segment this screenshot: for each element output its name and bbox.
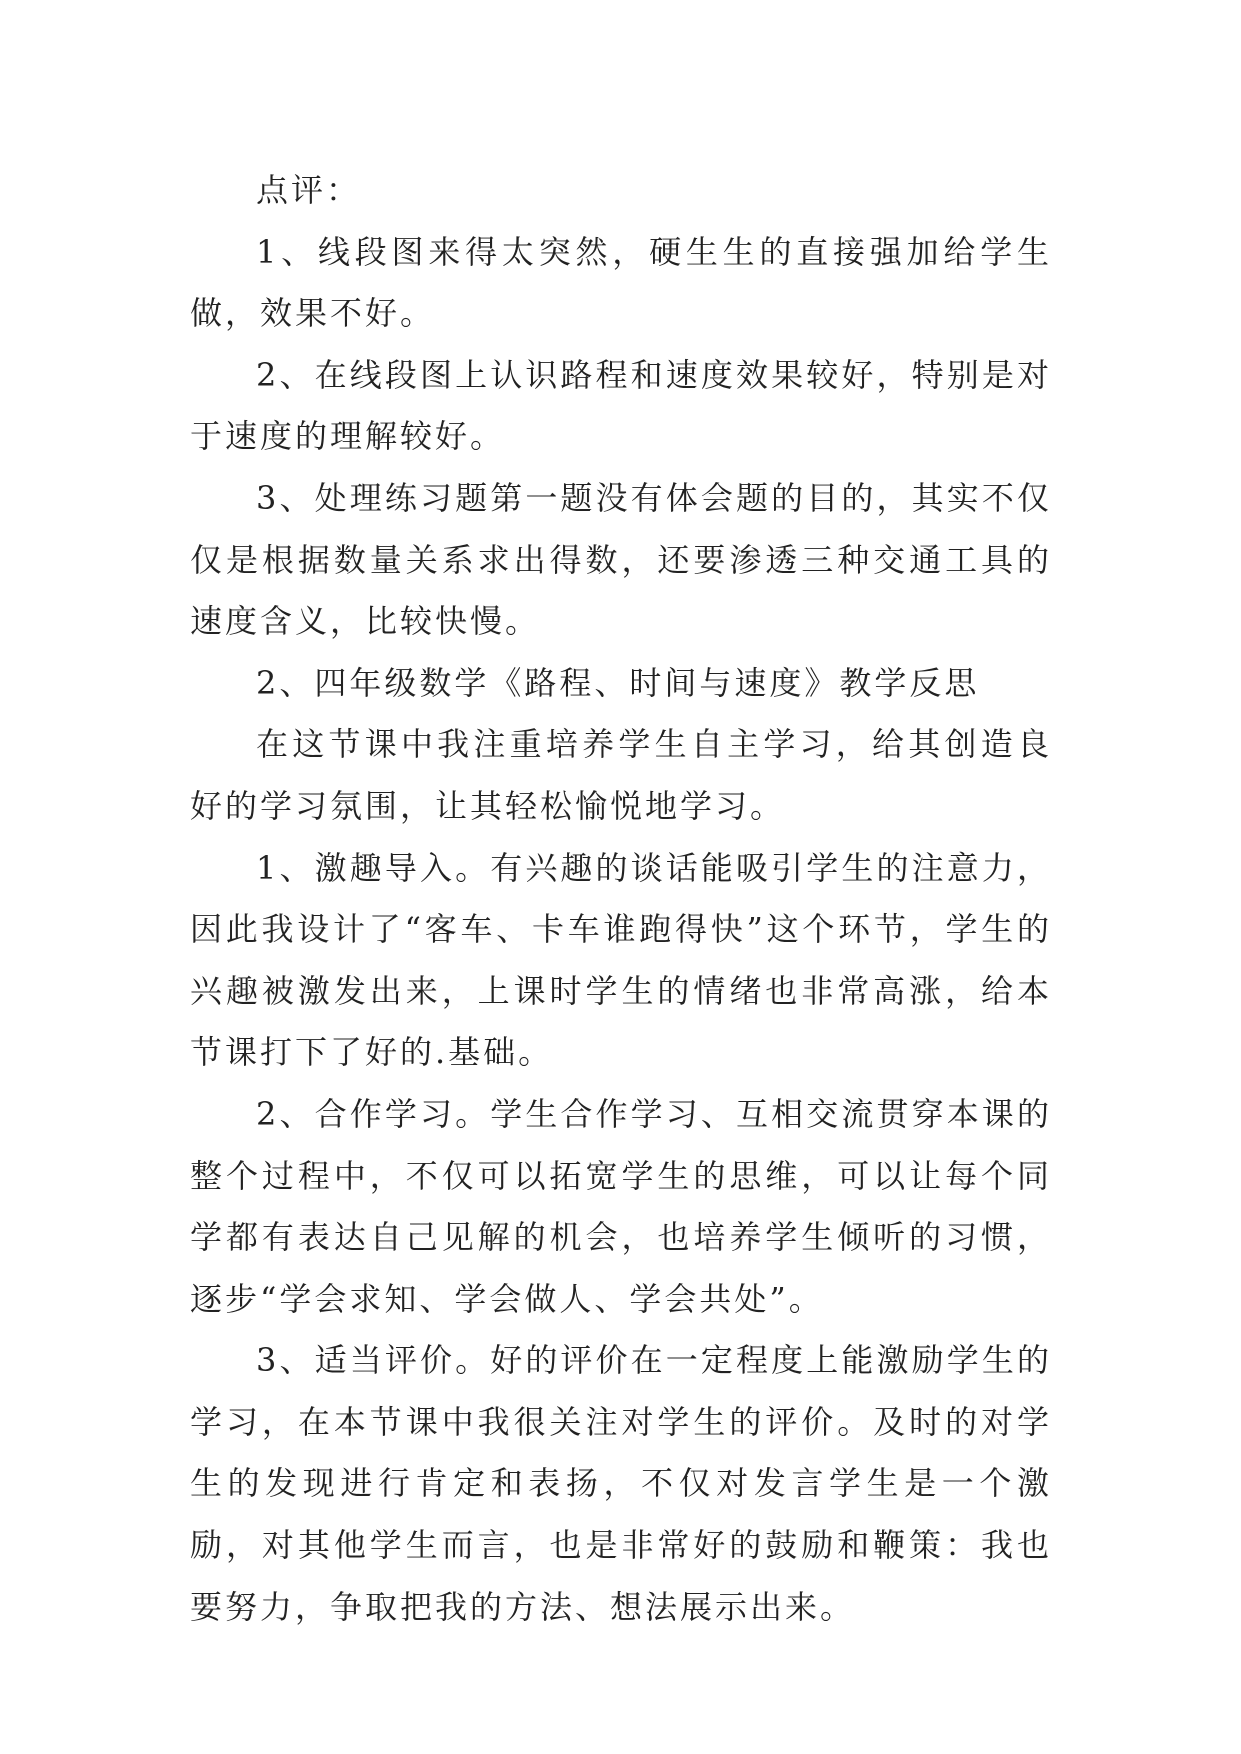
intro-paragraph: 在这节课中我注重培养学生自主学习，给其创造良好的学习氛围，让其轻松愉悦地学习。 xyxy=(190,725,1052,825)
section-title: 2、四年级数学《路程、时间与速度》教学反思 xyxy=(256,663,980,702)
document-body xyxy=(190,160,1052,1638)
comment-point-3: 3、处理练习题第一题没有体会题的目的，其实不仅仅是根据数量关系求出得数，还要渗透三种交通工具的速度含义，比较快慢。 xyxy=(190,478,1052,641)
reflection-point-3: 3、适当评价。好的评价在一定程度上能激励学生的学习，在本节课中我很关注对学生的评价。及时的对学生的发现进行肯定和表扬，不仅对发言学生是一个激励，对其他学生而言，也是非常好的鼓励和鞭策：我也要努力，争取把我的方法、想法展示出来。 xyxy=(190,1341,1052,1626)
comment-point-2: 2、在线段图上认识路程和速度效果较好，特别是对于速度的理解较好。 xyxy=(190,355,1052,456)
comment-point-1: 1、线段图来得太突然，硬生生的直接强加给学生做，效果不好。 xyxy=(190,232,1052,333)
reflection-point-1: 1、激趣导入。有兴趣的谈话能吸引学生的注意力，因此我设计了“客车、卡车谁跑得快”这个环节，学生的兴趣被激发出来，上课时学生的情绪也非常高涨，给本节课打下了好的.基础。 xyxy=(190,848,1052,1072)
comment-heading: 点评： xyxy=(256,171,362,209)
reflection-point-2: 2、合作学习。学生合作学习、互相交流贯穿本课的整个过程中，不仅可以拓宽学生的思维，可以让每个同学都有表达自己见解的机会，也培养学生倾听的习惯，逐步“学会求知、学会做人、学会共处”。 xyxy=(190,1094,1052,1318)
